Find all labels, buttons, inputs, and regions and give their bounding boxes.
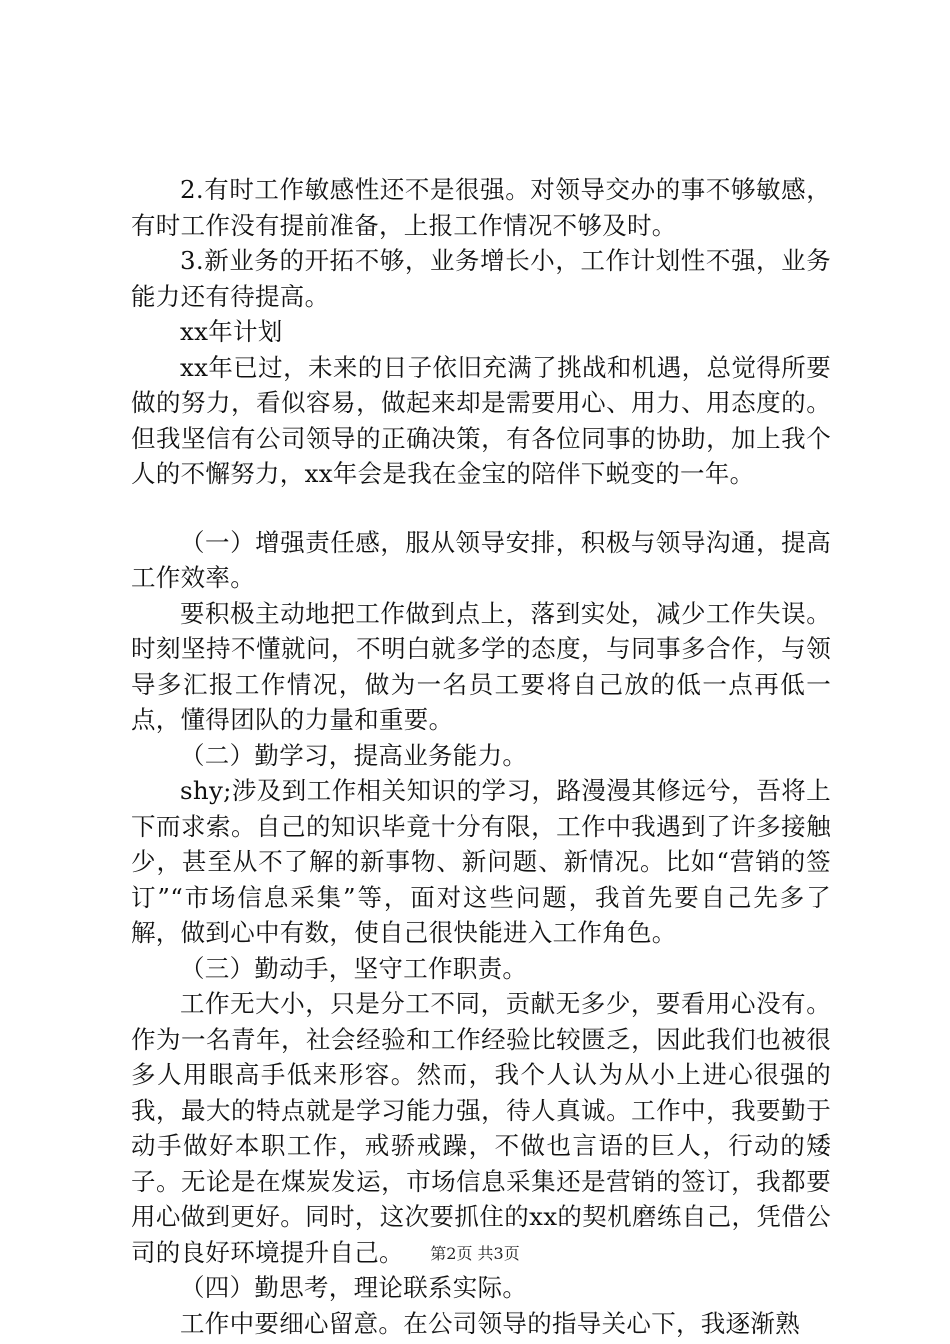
page-number-footer: 第2页 共3页 [430,1244,520,1263]
paragraph-4-body: 工作中要细心留意。在公司领导的指导关心下，我逐渐熟 [180,1308,800,1338]
document-body [131,172,831,1341]
paragraph-1-body: 要积极主动地把工作做到点上，落到实处，减少工作失误。时刻坚持不懂就问，不明白就多学的态度，与同事多合作，与领导多汇报工作情况，做为一名员工要将自己放的低一点再低一点，懂得团队的力量和重要。 [131,598,831,734]
paragraph-plan-intro: xx年已过，未来的日子依旧充满了挑战和机遇，总觉得所要做的努力，看似容易，做起来却是需要用心、用力、用态度的。但我坚信有公司领导的正确决策，有各位同事的协助，加上我个人的不懈努力，xx年会是我在金宝的陪伴下蜕变的一年。 [131,352,831,488]
subheading-4: （四）勤思考，理论联系实际。 [180,1273,528,1302]
subheading-2: （二）勤学习，提高业务能力。 [180,740,528,770]
subheading-3: （三）勤动手，坚守工作职责。 [180,953,528,983]
paragraph-3-body: 工作无大小，只是分工不同，贡献无多少，要看用心没有。作为一名青年，社会经验和工作经验比较匮乏，因此我们也被很多人用眼高手低来形容。然而，我个人认为从小上进心很强的我，最大的特点就是学习能力强，待人真诚。工作中，我要勤于动手做好本职工作，戒骄戒躁，不做也言语的巨人，行动的矮子。无论是在煤炭发运，市场信息采集还是营销的签订，我都要用心做到更好。同时，这次要抓住的xx的契机磨练自己，凭借公司的良好环境提升自己。 [131,989,831,1267]
section-heading-plan: xx年计划 [180,317,283,346]
paragraph-2-body: shy;涉及到工作相关知识的学习，路漫漫其修远兮，吾将上下而求索。自己的知识毕竟十分有限，工作中我遇到了许多接触少，甚至从不了解的新事物、新问题、新情况。比如“营销的签订”“市场信息采集”等，面对这些问题，我首先要自己先多了解，做到心中有数，使自己很快能进入工作角色。 [131,776,831,947]
paragraph-issue-3: 3.新业务的开拓不够，业务增长小，工作计划性不强，业务能力还有待提高。 [131,246,831,311]
subheading-1: （一）增强责任感，服从领导安排，积极与领导沟通，提高工作效率。 [131,527,831,592]
paragraph-spacer [131,492,831,525]
paragraph-issue-2: 2.有时工作敏感性还不是很强。对领导交办的事不够敏感，有时工作没有提前准备，上报工作情况不够及时。 [131,175,831,240]
